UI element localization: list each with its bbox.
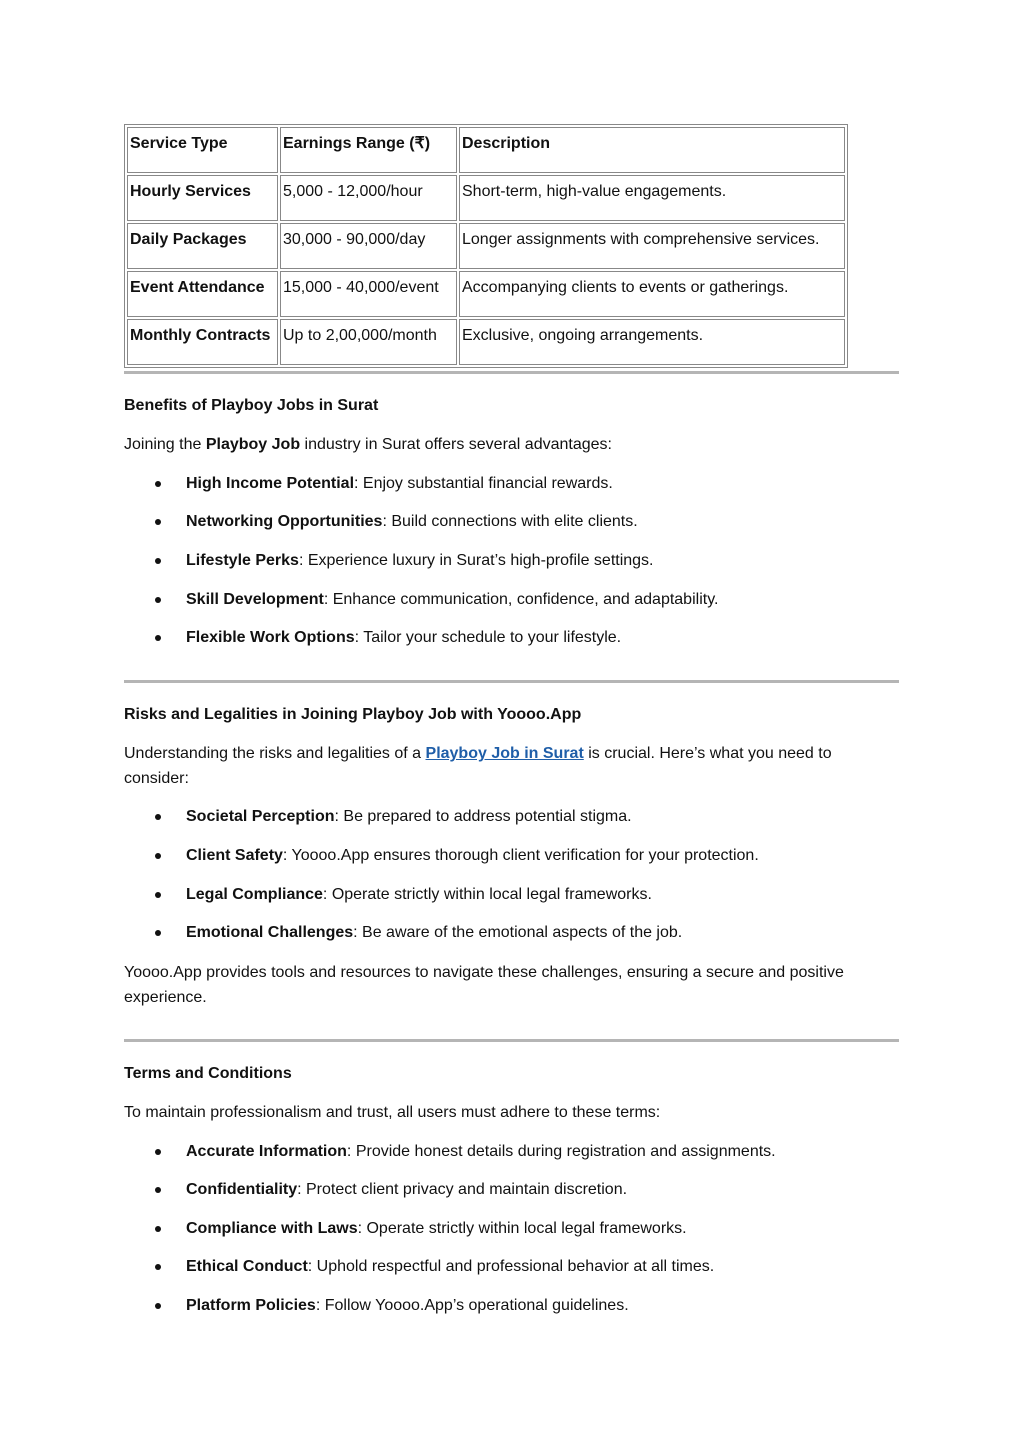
list-item-term: Networking Opportunities	[186, 513, 383, 530]
list-item-term: Skill Development	[186, 591, 324, 608]
section-divider	[124, 371, 899, 374]
list-item-term: Compliance with Laws	[186, 1220, 358, 1237]
list-item-text: : Uphold respectful and professional behavior at all times.	[307, 1258, 715, 1275]
table-header-cell: Description	[459, 127, 845, 173]
intro-text: Joining the	[124, 436, 206, 453]
list-item-term: Lifestyle Perks	[186, 552, 299, 569]
list-item-text: : Yoooo.App ensures thorough client verification for your protection.	[282, 847, 759, 864]
list-item-text: : Enhance communication, confidence, and adaptability.	[323, 591, 719, 608]
list-item-text: : Operate strictly within local legal frameworks.	[357, 1220, 687, 1237]
bullet-icon	[155, 519, 161, 525]
list-item-term: Flexible Work Options	[186, 629, 355, 646]
list-item-text: : Build connections with elite clients.	[382, 513, 638, 530]
list-item-text: : Follow Yoooo.App’s operational guidelines.	[315, 1297, 629, 1314]
table-cell-service: Daily Packages	[127, 223, 278, 269]
benefits-intro	[124, 432, 899, 457]
risks-outro: Yoooo.App provides tools and resources to navigate these challenges, ensuring a secure and positive experience.	[124, 964, 844, 1006]
list-item-term: Platform Policies	[186, 1297, 316, 1314]
list-item-term: Emotional Challenges	[186, 924, 354, 941]
bullet-icon	[155, 558, 161, 564]
list-item-text: : Be aware of the emotional aspects of the job.	[353, 924, 683, 941]
section-divider	[124, 1039, 899, 1042]
table-row	[127, 319, 845, 365]
earnings-table	[124, 124, 848, 368]
table-cell-description: Exclusive, ongoing arrangements.	[459, 319, 845, 365]
risks-intro	[124, 741, 899, 791]
playboy-job-surat-link[interactable]: Playboy Job in Surat	[425, 745, 584, 762]
section-heading-benefits: Benefits of Playboy Jobs in Surat	[124, 397, 379, 414]
intro-text: is crucial. Here’s what you need to consider:	[124, 745, 832, 787]
bullet-icon	[155, 1149, 161, 1155]
table-cell-service: Event Attendance	[127, 271, 278, 317]
table-header-cell: Service Type	[127, 127, 278, 173]
section-heading-terms: Terms and Conditions	[124, 1065, 292, 1082]
bullet-icon	[155, 892, 161, 898]
list-item-term: Confidentiality	[186, 1181, 298, 1198]
table-cell-description: Accompanying clients to events or gatherings.	[459, 271, 845, 317]
list-item-term: Ethical Conduct	[186, 1258, 308, 1275]
bullet-icon	[155, 1226, 161, 1232]
list-item-text: : Experience luxury in Surat’s high-profile settings.	[298, 552, 654, 569]
list-item-text: : Protect client privacy and maintain discretion.	[297, 1181, 628, 1198]
bullet-icon	[155, 853, 161, 859]
list-item-term: Societal Perception	[186, 808, 335, 825]
list-item-term: High Income Potential	[186, 475, 355, 492]
terms-intro: To maintain professionalism and trust, all users must adhere to these terms:	[124, 1104, 661, 1121]
table-cell-service: Monthly Contracts	[127, 319, 278, 365]
bullet-icon	[155, 1264, 161, 1270]
intro-bold-text: Playboy Job	[205, 436, 301, 453]
list-item-term: Legal Compliance	[186, 886, 323, 903]
table-header-row	[127, 127, 845, 173]
list-item-text: : Enjoy substantial financial rewards.	[354, 475, 613, 492]
table-cell-earnings: 15,000 - 40,000/event	[280, 271, 457, 317]
bullet-icon	[155, 1187, 161, 1193]
table-cell-description: Short-term, high-value engagements.	[459, 175, 845, 221]
table-cell-earnings: Up to 2,00,000/month	[280, 319, 457, 365]
list-item-term: Client Safety	[186, 847, 283, 864]
list-item-text: : Provide honest details during registration and assignments.	[346, 1143, 776, 1160]
bullet-icon	[155, 814, 161, 820]
bullet-icon	[155, 481, 161, 487]
section-heading-risks: Risks and Legalities in Joining Playboy Job with Yoooo.App	[124, 706, 582, 723]
intro-text: industry in Surat offers several advantages:	[300, 436, 612, 453]
table-row	[127, 271, 845, 317]
table-cell-description: Longer assignments with comprehensive services.	[459, 223, 845, 269]
list-item-text: : Operate strictly within local legal frameworks.	[322, 886, 652, 903]
bullet-icon	[155, 1303, 161, 1309]
table-header-cell: Earnings Range (₹)	[280, 127, 457, 173]
intro-text: Understanding the risks and legalities of a	[124, 745, 426, 762]
bullet-icon	[155, 930, 161, 936]
list-item-term: Accurate Information	[186, 1143, 347, 1160]
list-item-text: : Tailor your schedule to your lifestyle.	[354, 629, 622, 646]
table-row	[127, 223, 845, 269]
bullet-icon	[155, 597, 161, 603]
bullet-icon	[155, 635, 161, 641]
table-cell-earnings: 5,000 - 12,000/hour	[280, 175, 457, 221]
section-divider	[124, 680, 899, 683]
list-item-text: : Be prepared to address potential stigma.	[334, 808, 632, 825]
table-cell-service: Hourly Services	[127, 175, 278, 221]
table-cell-earnings: 30,000 - 90,000/day	[280, 223, 457, 269]
table-row	[127, 175, 845, 221]
